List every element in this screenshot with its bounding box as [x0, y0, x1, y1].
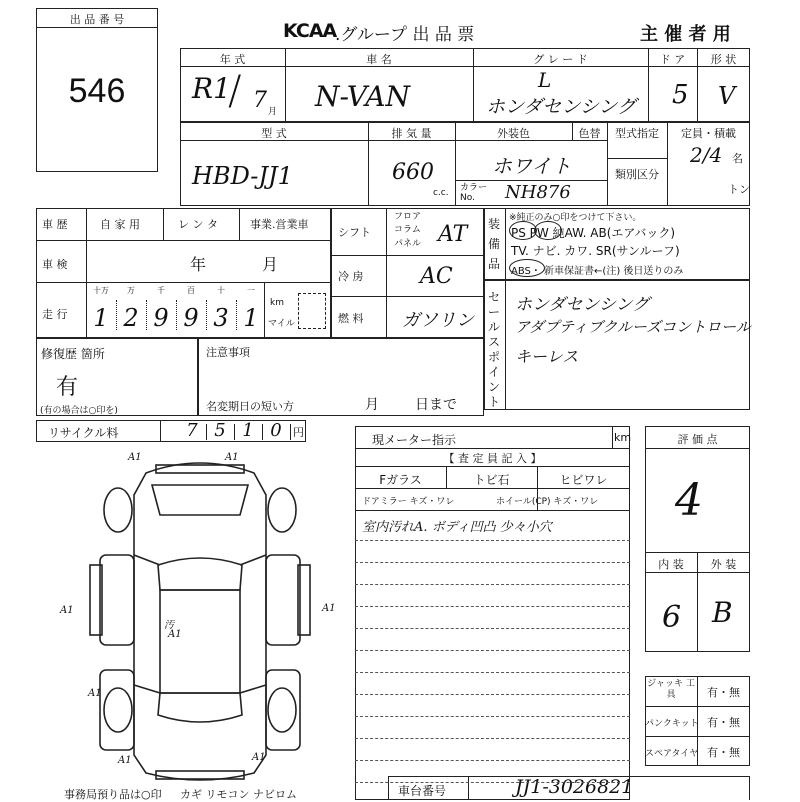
ac-label: 冷 房 — [338, 270, 364, 283]
ruled-line — [355, 540, 630, 541]
ruled-line — [355, 672, 630, 673]
date-day: 日まで — [415, 397, 457, 413]
recycle-label: リサイクル料 — [48, 426, 119, 440]
equipment-label: 装 備 品 — [488, 217, 501, 271]
assessor-notes: 室内汚れA. ボディ凹凸 少々小穴 — [362, 520, 552, 535]
history-label: 車 歴 — [42, 218, 68, 231]
color-no-label: カラー No. — [460, 183, 488, 203]
displacement-label: 排 気 量 — [391, 127, 432, 140]
capacity-unit: 名 — [732, 152, 743, 165]
type-designation-label: 型式指定 — [615, 127, 659, 140]
mile-unit: マイル — [268, 319, 295, 329]
digit-header: 千 — [157, 286, 165, 295]
digit-header: 十 — [217, 286, 225, 295]
model-label: 型 式 — [261, 127, 287, 140]
mark-a1-bottom-left: A1 — [118, 755, 132, 766]
sales-points-label: セールスポイント — [488, 290, 501, 409]
recycle-digit: 5 — [214, 420, 226, 441]
mileage-digit: 9 — [183, 304, 199, 332]
shift-label: シフト — [338, 226, 371, 239]
mark-a1-lower-left: A1 — [88, 688, 102, 699]
equipment-line1: PS PW 純AW. AB(エアバック) — [511, 226, 676, 240]
recycle-digit: 0 — [270, 420, 282, 441]
meter-unit: km — [614, 431, 632, 444]
exterior-score: B — [712, 596, 733, 629]
fuel-value: ガソリン — [402, 310, 474, 331]
color-label: 外装色 — [497, 127, 530, 140]
lot-label: 出 品 番 号 — [69, 13, 125, 26]
repair-kit-value: 有・無 — [707, 716, 740, 729]
recycle-digit: 1 — [242, 420, 254, 441]
ac-value: AC — [420, 264, 453, 289]
mark-a1-top-right: A1 — [225, 452, 239, 463]
insp-month-unit: 月 — [262, 255, 279, 274]
color-change-label: 色替 — [578, 127, 601, 140]
lot-number: 546 — [68, 72, 126, 110]
equipment-note: ※純正のみ○印をつけて下さい。 — [509, 213, 642, 223]
column-label: コラム — [394, 225, 421, 235]
month-unit: 月 — [268, 107, 278, 117]
office-items: カギ リモコン ナビロム — [180, 788, 297, 801]
car-diagram — [60, 455, 340, 785]
category-label: 類別区分 — [615, 168, 659, 181]
fuel-label: 燃 料 — [338, 312, 364, 325]
grade-label: グ レ ー ド — [533, 53, 588, 66]
color-value: ホワイト — [492, 154, 572, 178]
mileage-digit: 3 — [213, 304, 229, 332]
sales-point-2: アダプティブクルーズコントロール — [515, 318, 751, 336]
meter-label: 現メーター指示 — [372, 433, 457, 447]
grade-value: L — [538, 68, 552, 92]
score-value: 4 — [675, 475, 703, 526]
wheel-label: ホイール(CP) キズ・ワレ — [496, 497, 599, 507]
displacement-value: 660 — [392, 160, 434, 185]
brand-logo: KCAA — [283, 20, 337, 42]
form-title: .グループ 出 品 票 — [335, 25, 475, 45]
model-value: HBD-JJ1 — [192, 162, 293, 190]
shape-label: 形 状 — [710, 53, 737, 66]
mark-a1-interior: A1 — [168, 629, 182, 640]
score-label: 評 価 点 — [677, 433, 718, 446]
spare-tire-value: 有・無 — [707, 746, 740, 759]
doors-label: ド ア — [659, 53, 686, 66]
interior-label: 内 装 — [658, 558, 684, 571]
mark-dirt: 汚 — [164, 620, 174, 631]
digit-header: 一 — [247, 286, 255, 295]
mileage-label: 走 行 — [42, 308, 68, 321]
car-name: N-VAN — [315, 80, 410, 113]
interior-score: 6 — [662, 600, 682, 635]
mark-a1-top-left: A1 — [128, 452, 142, 463]
color-code: NH876 — [505, 182, 571, 203]
capacity-value: 2/4 — [690, 143, 723, 167]
ruled-line — [355, 716, 630, 717]
ruled-line — [355, 628, 630, 629]
mark-a1-right: A1 — [322, 603, 336, 614]
crack-label: ヒビワレ — [559, 473, 608, 487]
insp-year-unit: 年 — [190, 255, 207, 274]
year-label: 年 式 — [219, 53, 246, 66]
exterior-label: 外 装 — [710, 558, 737, 571]
cc-unit: c.c. — [433, 188, 449, 198]
equipment-line2: TV. ナビ. カワ. SR(サンルーフ) — [511, 244, 680, 258]
mirror-label: ドアミラー キズ・ワレ — [362, 497, 455, 507]
chassis-label: 車台番号 — [398, 784, 447, 798]
ruled-line — [355, 562, 630, 563]
ruled-line — [355, 584, 630, 585]
month-value: 7 — [253, 88, 267, 113]
private-use: 自 家 用 — [100, 218, 140, 231]
sales-point-1: ホンダセンシング — [515, 295, 650, 315]
digit-header: 百 — [187, 286, 195, 295]
office-note: 事務局預り品は○印 — [64, 788, 162, 801]
business-use: 事業.営業車 — [250, 218, 309, 231]
ruled-line — [355, 760, 630, 761]
grade-sub: ホンダセンシング — [486, 96, 636, 118]
year-value: R1 — [192, 72, 231, 105]
km-unit: km — [270, 298, 284, 308]
ton-unit: トン — [728, 183, 750, 196]
mileage-digit: 2 — [123, 304, 139, 332]
recycle-digit: 7 — [186, 420, 198, 441]
mark-a1-bottom-right: A1 — [252, 752, 266, 763]
repair-note: (有の場合は○印を) — [40, 406, 118, 416]
jack-value: 有・無 — [707, 686, 740, 699]
mileage-digit: 1 — [93, 304, 109, 332]
shape-value: V — [718, 82, 736, 110]
repair-value: 有 — [56, 375, 79, 400]
name-label: 車 名 — [366, 53, 392, 66]
floor-label: フロア — [394, 212, 422, 222]
mark-a1-left: A1 — [60, 605, 74, 616]
ruled-line — [355, 694, 630, 695]
chassis-number: JJ1-3026821 — [515, 776, 634, 798]
ruled-line — [355, 738, 630, 739]
ruled-line — [355, 606, 630, 607]
mileage-digit: 9 — [153, 304, 169, 332]
notes-label: 注意事項 — [206, 346, 250, 359]
ruled-line — [355, 782, 630, 783]
copy-type: 主 催 者 用 — [640, 24, 731, 45]
recycle-unit: 円 — [293, 426, 304, 439]
inspection-label: 車 検 — [42, 258, 68, 271]
capacity-label: 定員・積載 — [681, 127, 736, 140]
jack-label: ジャッキ 工 具 — [647, 679, 695, 700]
digit-header: 十万 — [93, 286, 109, 295]
date-label: 名変期日の短い方 — [206, 400, 294, 413]
date-month: 月 — [365, 397, 379, 413]
repair-kit-label: パンクキット — [645, 719, 699, 729]
rental: レ ン タ — [178, 218, 218, 231]
assessor-header: 【 査 定 員 記 入 】 — [443, 452, 542, 465]
repair-label: 修復歴 箇所 — [41, 347, 105, 361]
equipment-line3: ABS・ 新車保証書←(注) 後日送りのみ — [511, 266, 684, 277]
shift-value: AT — [438, 222, 468, 247]
chip-label: トビ石 — [473, 473, 510, 487]
sales-point-3: キーレス — [515, 347, 579, 366]
doors-value: 5 — [672, 80, 689, 110]
spare-tire-label: スペアタイヤ — [645, 749, 699, 759]
fglass-label: Fガラス — [379, 473, 422, 487]
mileage-digit: 1 — [243, 304, 259, 332]
ruled-line — [355, 650, 630, 651]
panel-label: パネル — [394, 239, 422, 249]
digit-header: 万 — [127, 286, 135, 295]
